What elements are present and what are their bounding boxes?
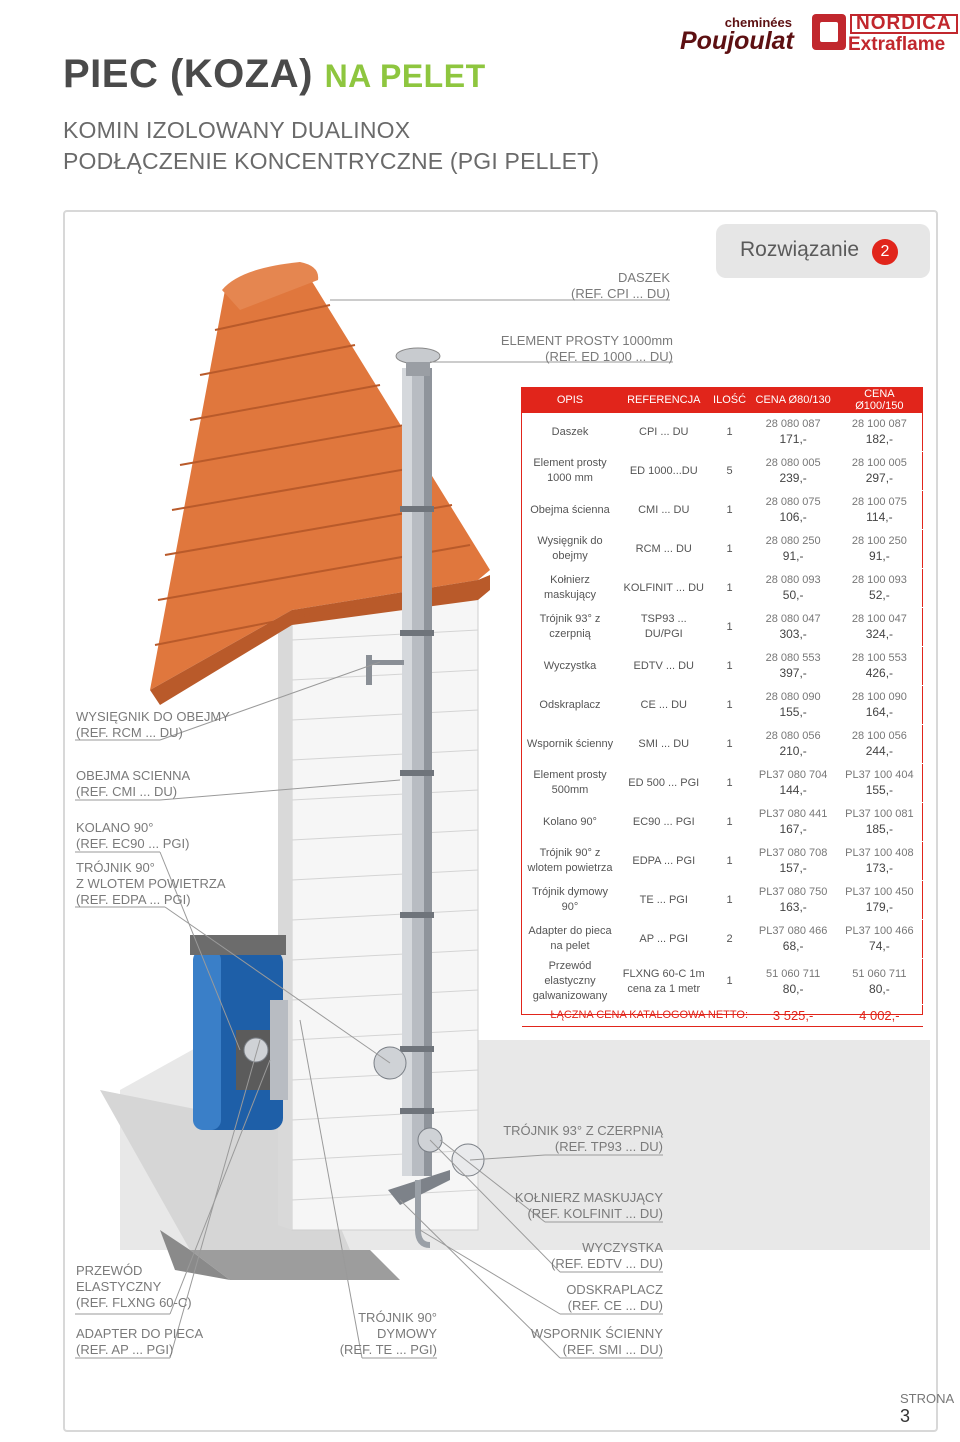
code-100: PL37 100 081 bbox=[845, 808, 914, 820]
code-100: 28 100 056 bbox=[851, 730, 907, 742]
cell-qty bbox=[709, 686, 750, 725]
cell-ref bbox=[619, 764, 710, 803]
cell-price-80 bbox=[750, 530, 836, 569]
code-100: 28 100 553 bbox=[851, 652, 907, 664]
cell-qty bbox=[709, 803, 750, 842]
code-80: 28 080 087 bbox=[765, 418, 821, 430]
cell-opis bbox=[522, 530, 619, 569]
cell-price-80 bbox=[750, 920, 836, 959]
cell-qty bbox=[709, 569, 750, 608]
label-line: TRÓJNIK 90° bbox=[76, 860, 155, 875]
label-line: (REF. KOLFINIT ... DU) bbox=[527, 1206, 663, 1221]
cell-opis bbox=[522, 725, 619, 764]
cell-opis bbox=[522, 569, 619, 608]
qty-text: 1 bbox=[726, 975, 733, 987]
label-wspornik bbox=[463, 1326, 663, 1358]
page-title bbox=[63, 52, 486, 97]
cell-ref bbox=[619, 569, 710, 608]
label-line: (REF. EDTV ... DU) bbox=[551, 1256, 663, 1271]
label-line: (REF. AP ... PGI) bbox=[76, 1342, 174, 1357]
qty-text: 1 bbox=[726, 620, 733, 633]
total-80: 3 525,- bbox=[750, 1005, 836, 1027]
label-line: (REF. CMI ... DU) bbox=[76, 784, 178, 799]
cell-price-100 bbox=[836, 764, 922, 803]
cell-opis bbox=[522, 803, 619, 842]
table-row bbox=[522, 881, 923, 920]
cell-qty bbox=[709, 725, 750, 764]
cell-price-80 bbox=[750, 842, 836, 881]
code-100: 28 100 093 bbox=[851, 574, 907, 586]
total-label: ŁĄCZNA CENA KATALOGOWA NETTO: bbox=[522, 1005, 751, 1027]
cell-ref bbox=[619, 413, 710, 452]
label-obejma bbox=[76, 768, 276, 800]
poujoulat-big: Poujoulat bbox=[680, 27, 794, 55]
cell-price-100 bbox=[836, 569, 922, 608]
table-row bbox=[522, 959, 923, 1005]
cell-opis bbox=[522, 686, 619, 725]
label-line: TRÓJNIK 90° bbox=[358, 1310, 437, 1325]
opis-text: Wspornik ścienny bbox=[526, 737, 614, 750]
label-element-prosty bbox=[480, 333, 673, 365]
cell-qty bbox=[709, 842, 750, 881]
cell-qty bbox=[709, 881, 750, 920]
label-line: (REF. SMI ... DU) bbox=[562, 1342, 663, 1357]
ref-text: RCM ... DU bbox=[635, 542, 692, 555]
code-100: 28 100 047 bbox=[851, 613, 907, 625]
price-80: 163,- bbox=[779, 900, 807, 914]
cell-price-100 bbox=[836, 647, 922, 686]
price-80: 171,- bbox=[779, 432, 807, 446]
col-cena-100: CENA Ø100/150 bbox=[836, 388, 922, 413]
price-80: 397,- bbox=[779, 666, 807, 680]
opis-text: Adapter do pieca na pelet bbox=[528, 925, 612, 952]
cell-price-100 bbox=[836, 881, 922, 920]
cell-qty bbox=[709, 959, 750, 1005]
label-line: WYCZYSTKA bbox=[582, 1240, 663, 1255]
price-100: 297,- bbox=[865, 471, 894, 485]
price-80: 155,- bbox=[779, 705, 807, 719]
cell-price-80 bbox=[750, 959, 836, 1005]
cell-price-80 bbox=[750, 491, 836, 530]
ref-text: ED 1000...DU bbox=[629, 464, 698, 477]
cell-price-80 bbox=[750, 569, 836, 608]
price-table bbox=[521, 387, 923, 1027]
cell-qty bbox=[709, 452, 750, 491]
cell-price-100 bbox=[836, 413, 922, 452]
poujoulat-small: cheminées bbox=[724, 15, 792, 30]
ref-text: EDPA ... PGI bbox=[632, 854, 696, 867]
price-100: 426,- bbox=[865, 666, 894, 680]
opis-text: Wyczystka bbox=[543, 659, 597, 672]
code-100: 28 100 075 bbox=[851, 496, 907, 508]
cell-opis bbox=[522, 959, 619, 1005]
title-accent: NA PELET bbox=[324, 58, 486, 94]
code-100: 28 100 087 bbox=[851, 418, 907, 430]
price-100: 164,- bbox=[865, 705, 894, 719]
qty-text: 1 bbox=[726, 503, 733, 516]
cell-price-100 bbox=[836, 530, 922, 569]
label-trojnik-93 bbox=[463, 1123, 663, 1155]
label-line: (REF. TE ... PGI) bbox=[339, 1342, 437, 1357]
label-line: Z WLOTEM POWIETRZA bbox=[76, 876, 226, 891]
price-100: 155,- bbox=[865, 783, 894, 797]
label-wysiegnik bbox=[76, 709, 276, 741]
price-80: 91,- bbox=[782, 549, 804, 563]
qty-text: 1 bbox=[726, 659, 733, 672]
cell-qty bbox=[709, 530, 750, 569]
label-line: (REF. CE ... DU) bbox=[567, 1298, 663, 1313]
table-row bbox=[522, 764, 923, 803]
price-100: 324,- bbox=[865, 627, 894, 641]
ref-text: CE ... DU bbox=[640, 698, 687, 711]
ref-text: KOLFINIT ... DU bbox=[623, 581, 704, 594]
price-100: 182,- bbox=[865, 432, 894, 446]
price-100: 80,- bbox=[869, 981, 890, 996]
cell-price-100 bbox=[836, 920, 922, 959]
price-100: 52,- bbox=[869, 588, 890, 602]
price-80: 157,- bbox=[779, 861, 807, 875]
label-line: (REF. TP93 ... DU) bbox=[554, 1139, 663, 1154]
cell-opis bbox=[522, 413, 619, 452]
cell-ref bbox=[619, 725, 710, 764]
opis-text: Odskraplacz bbox=[539, 698, 601, 711]
cell-ref bbox=[619, 452, 710, 491]
price-100: 244,- bbox=[865, 744, 894, 758]
label-line: (REF. RCM ... DU) bbox=[76, 725, 183, 740]
table-row bbox=[522, 413, 923, 452]
cell-ref bbox=[619, 842, 710, 881]
qty-text: 1 bbox=[726, 776, 733, 789]
label-przewod bbox=[76, 1263, 276, 1311]
label-kolnierz bbox=[463, 1190, 663, 1222]
code-80: PL37 080 466 bbox=[758, 925, 828, 937]
cell-opis bbox=[522, 842, 619, 881]
poujoulat-logo bbox=[680, 16, 792, 54]
label-line: WYSIĘGNIK DO OBEJMY bbox=[76, 709, 230, 724]
price-100: 179,- bbox=[865, 900, 894, 914]
col-ilosc: ILOŚĆ bbox=[709, 388, 750, 413]
code-100: PL37 100 404 bbox=[845, 769, 914, 781]
table-row bbox=[522, 452, 923, 491]
cell-opis bbox=[522, 647, 619, 686]
qty-text: 1 bbox=[726, 581, 733, 594]
code-100: 28 100 090 bbox=[851, 691, 907, 703]
code-80: 51 060 711 bbox=[766, 967, 821, 980]
title-main: PIEC (KOZA) bbox=[63, 52, 313, 96]
ref-text: TE ... PGI bbox=[639, 893, 688, 906]
table-row bbox=[522, 491, 923, 530]
opis-text: Kolano 90° bbox=[543, 815, 597, 828]
cell-opis bbox=[522, 491, 619, 530]
code-80: 28 080 250 bbox=[765, 535, 821, 547]
label-line: (REF. ED 1000 ... DU) bbox=[545, 349, 673, 364]
label-line: DASZEK bbox=[617, 270, 670, 285]
qty-text: 1 bbox=[726, 737, 733, 750]
code-80: PL37 080 704 bbox=[758, 769, 828, 781]
code-80: 28 080 090 bbox=[765, 691, 821, 703]
total-100: 4 002,- bbox=[836, 1005, 922, 1027]
ref-text: FLXNG 60-C 1m cena za 1 metr bbox=[622, 967, 705, 995]
label-line: PRZEWÓD bbox=[76, 1263, 143, 1278]
cell-ref bbox=[619, 686, 710, 725]
ref-text: CMI ... DU bbox=[638, 503, 690, 516]
cell-opis bbox=[522, 452, 619, 491]
cell-price-100 bbox=[836, 608, 922, 647]
cell-price-100 bbox=[836, 803, 922, 842]
ref-text: EC90 ... PGI bbox=[632, 815, 695, 828]
cell-price-80 bbox=[750, 452, 836, 491]
opis-text: Trójnik 93° z czerpnią bbox=[539, 613, 601, 640]
ref-text: TSP93 ... DU/PGI bbox=[640, 613, 687, 640]
label-daszek bbox=[520, 270, 670, 302]
label-trojnik-dymowy bbox=[300, 1310, 437, 1358]
opis-text: Obejma ścienna bbox=[530, 503, 610, 516]
cell-price-80 bbox=[750, 608, 836, 647]
table-total-row bbox=[522, 1005, 923, 1027]
cell-qty bbox=[709, 920, 750, 959]
label-line: DYMOWY bbox=[377, 1326, 437, 1341]
nordica-text: NORDICA bbox=[850, 14, 958, 34]
label-line: (REF. EC90 ... PGI) bbox=[76, 836, 190, 851]
col-opis: OPIS bbox=[522, 388, 619, 413]
opis-text: Element prosty 500mm bbox=[533, 769, 607, 796]
solution-number: 2 bbox=[872, 239, 898, 265]
extraflame-text: Extraflame bbox=[848, 34, 946, 55]
price-80: 50,- bbox=[782, 588, 804, 602]
label-line: ODSKRAPLACZ bbox=[566, 1282, 663, 1297]
table-row bbox=[522, 647, 923, 686]
price-80: 303,- bbox=[779, 627, 807, 641]
code-80: 28 080 093 bbox=[765, 574, 821, 586]
table-row bbox=[522, 803, 923, 842]
page-label: STRONA bbox=[900, 1391, 954, 1406]
price-80: 167,- bbox=[779, 822, 807, 836]
table-row bbox=[522, 725, 923, 764]
opis-text: Daszek bbox=[551, 425, 589, 438]
cell-qty bbox=[709, 764, 750, 803]
price-100: 91,- bbox=[869, 549, 890, 563]
ref-text: EDTV ... DU bbox=[633, 659, 695, 672]
cell-price-80 bbox=[750, 647, 836, 686]
price-100: 114,- bbox=[866, 510, 893, 524]
nordica-mark-icon bbox=[812, 14, 846, 50]
ref-text: ED 500 ... PGI bbox=[628, 776, 700, 789]
code-80: 28 080 056 bbox=[765, 730, 821, 742]
table-row bbox=[522, 842, 923, 881]
code-100: 28 100 005 bbox=[851, 457, 907, 469]
cell-price-100 bbox=[836, 452, 922, 491]
code-80: 28 080 553 bbox=[765, 652, 821, 664]
code-100: PL37 100 450 bbox=[845, 886, 914, 898]
code-80: PL37 080 708 bbox=[758, 847, 828, 859]
price-80: 144,- bbox=[779, 783, 807, 797]
table-row bbox=[522, 920, 923, 959]
opis-text: Trójnik 90° z wlotem powietrza bbox=[527, 847, 613, 874]
label-line: TRÓJNIK 93° Z CZERPNIĄ bbox=[503, 1123, 663, 1138]
col-cena-80: CENA Ø80/130 bbox=[750, 388, 836, 413]
price-80: 106,- bbox=[779, 510, 807, 524]
col-referencja: REFERENCJA bbox=[619, 388, 710, 413]
cell-price-80 bbox=[750, 764, 836, 803]
cell-ref bbox=[619, 608, 710, 647]
ref-text: CPI ... DU bbox=[639, 425, 689, 438]
qty-text: 1 bbox=[726, 542, 733, 555]
table-row bbox=[522, 530, 923, 569]
brick-wall bbox=[292, 580, 478, 1230]
label-line: KOLANO 90° bbox=[76, 820, 154, 835]
cell-price-80 bbox=[750, 803, 836, 842]
cell-ref bbox=[619, 803, 710, 842]
price-80: 68,- bbox=[782, 939, 804, 953]
code-100: PL37 100 466 bbox=[845, 925, 914, 937]
label-wyczystka bbox=[463, 1240, 663, 1272]
cell-ref bbox=[619, 881, 710, 920]
cell-qty bbox=[709, 647, 750, 686]
ref-text: AP ... PGI bbox=[639, 932, 689, 945]
price-100: 173,- bbox=[865, 861, 894, 875]
price-80: 210,- bbox=[779, 744, 807, 758]
nordica-logo bbox=[812, 13, 952, 55]
cell-qty bbox=[709, 491, 750, 530]
price-100: 185,- bbox=[865, 822, 894, 836]
label-odskraplacz bbox=[463, 1282, 663, 1314]
cell-opis bbox=[522, 608, 619, 647]
subtitle-2: PODŁĄCZENIE KONCENTRYCZNE (PGI PELLET) bbox=[63, 148, 600, 174]
table-row bbox=[522, 686, 923, 725]
label-line: (REF. FLXNG 60-C) bbox=[76, 1295, 192, 1310]
table-row bbox=[522, 569, 923, 608]
code-100: 51 060 711 bbox=[852, 967, 907, 980]
opis-text: Przewód elastyczny galwanizowany bbox=[532, 960, 608, 1002]
cell-price-80 bbox=[750, 413, 836, 452]
subtitle-1: KOMIN IZOLOWANY DUALINOX bbox=[63, 117, 411, 143]
qty-text: 5 bbox=[726, 464, 733, 477]
wall-side bbox=[278, 600, 292, 1230]
label-line: ELEMENT PROSTY 1000mm bbox=[500, 333, 673, 348]
cell-price-80 bbox=[750, 881, 836, 920]
cell-opis bbox=[522, 881, 619, 920]
cell-opis bbox=[522, 764, 619, 803]
cell-opis bbox=[522, 920, 619, 959]
qty-text: 1 bbox=[726, 698, 733, 711]
cell-ref bbox=[619, 530, 710, 569]
cell-qty bbox=[709, 413, 750, 452]
table-row bbox=[522, 608, 923, 647]
label-trojnik-wlot bbox=[76, 860, 276, 908]
stove-connector bbox=[270, 1000, 288, 1100]
label-adapter bbox=[76, 1326, 276, 1358]
code-80: PL37 080 441 bbox=[758, 808, 828, 820]
label-line: WSPORNIK ŚCIENNY bbox=[530, 1326, 663, 1341]
qty-text: 2 bbox=[726, 932, 733, 945]
price-100: 74,- bbox=[869, 939, 890, 953]
page-footer bbox=[900, 1391, 960, 1427]
cell-qty bbox=[709, 608, 750, 647]
solution-label: Rozwiązanie bbox=[740, 238, 860, 261]
cell-ref bbox=[619, 920, 710, 959]
cell-price-100 bbox=[836, 491, 922, 530]
cell-price-100 bbox=[836, 842, 922, 881]
cell-ref bbox=[619, 491, 710, 530]
cell-ref bbox=[619, 647, 710, 686]
price-80: 80,- bbox=[782, 981, 804, 996]
code-80: 28 080 075 bbox=[765, 496, 821, 508]
opis-text: Wysięgnik do obejmy bbox=[537, 535, 603, 562]
label-line: (REF. CPI ... DU) bbox=[571, 286, 670, 301]
table-header-row bbox=[522, 388, 923, 413]
price-80: 239,- bbox=[779, 471, 807, 485]
cell-price-100 bbox=[836, 725, 922, 764]
label-line: KOŁNIERZ MASKUJĄCY bbox=[514, 1190, 663, 1205]
qty-text: 1 bbox=[726, 854, 733, 867]
cell-price-80 bbox=[750, 686, 836, 725]
page-number: 3 bbox=[900, 1406, 911, 1426]
opis-text: Trójnik dymowy 90° bbox=[532, 886, 608, 913]
cell-price-100 bbox=[836, 686, 922, 725]
label-line: OBEJMA SCIENNA bbox=[76, 768, 191, 783]
qty-text: 1 bbox=[726, 893, 733, 906]
label-line: ADAPTER DO PIECA bbox=[76, 1326, 204, 1341]
code-100: 28 100 250 bbox=[851, 535, 907, 547]
label-line: (REF. EDPA ... PGI) bbox=[76, 892, 191, 907]
ref-text: SMI ... DU bbox=[638, 737, 690, 750]
code-100: PL37 100 408 bbox=[845, 847, 914, 859]
opis-text: Element prosty 1000 mm bbox=[533, 457, 607, 484]
qty-text: 1 bbox=[726, 815, 733, 828]
qty-text: 1 bbox=[726, 425, 733, 438]
cell-price-100 bbox=[836, 959, 922, 1005]
code-80: 28 080 047 bbox=[765, 613, 821, 625]
cell-price-80 bbox=[750, 725, 836, 764]
code-80: 28 080 005 bbox=[765, 457, 821, 469]
cell-ref bbox=[619, 959, 710, 1005]
stove-top bbox=[190, 935, 286, 955]
label-kolano bbox=[76, 820, 276, 852]
label-line: ELASTYCZNY bbox=[76, 1279, 162, 1294]
opis-text: Kołnierz maskujący bbox=[544, 574, 596, 601]
code-80: PL37 080 750 bbox=[758, 886, 828, 898]
